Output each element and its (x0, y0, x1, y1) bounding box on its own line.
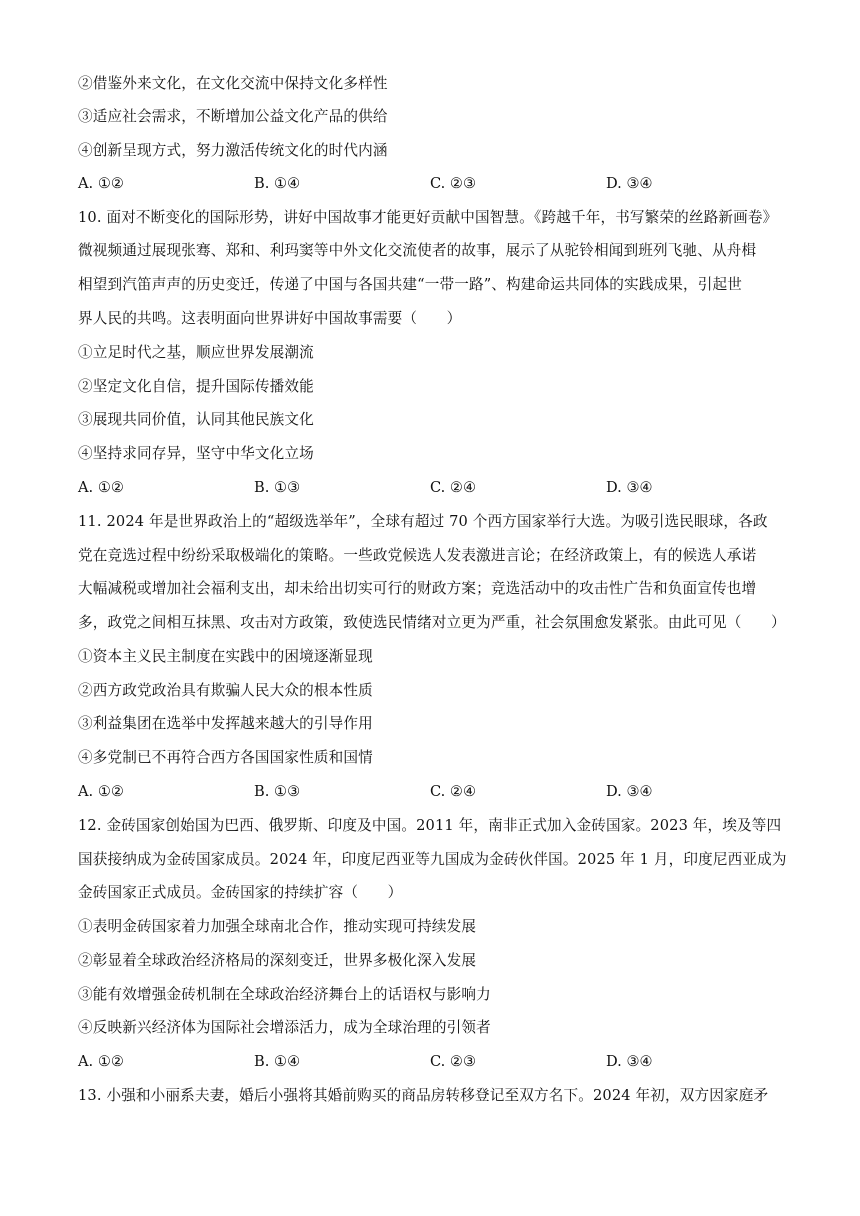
item-line: ③能有效增强金砖机制在全球政治经济舞台上的话语权与影响力 (78, 986, 491, 1003)
item-line: ④反映新兴经济体为国际社会增添活力，成为全球治理的引领者 (78, 1019, 491, 1036)
question-11-stem: 大幅减税或增加社会福利支出，却未给出切实可行的财政方案；竞选活动中的攻击性广告和负面宣传也增 (78, 580, 757, 597)
question-10-stem: 相望到汽笛声声的历史变迁，传递了中国与各国共建“一带一路”、构建命运共同体的实践成果，引起世 (78, 276, 742, 293)
option-b[interactable]: B. ①③ (254, 783, 301, 800)
option-d[interactable]: D. ③④ (606, 1053, 653, 1070)
item-line: ②借鉴外来文化，在文化交流中保持文化多样性 (78, 75, 388, 92)
item-line: ③利益集团在选举中发挥越来越大的引导作用 (78, 715, 373, 732)
question-11-stem: 11. 2024 年是世界政治上的“超级选举年”，全球有超过 70 个西方国家举行大选。为吸引选民眼球，各政 (78, 513, 768, 530)
option-a[interactable]: A. ①② (78, 479, 124, 496)
question-10-stem: 10. 面对不断变化的国际形势，讲好中国故事才能更好贡献中国智慧。《跨越千年，书写繁荣的丝路新画卷》 (78, 209, 778, 226)
option-a[interactable]: A. ①② (78, 175, 124, 192)
item-line: ②西方政党政治具有欺骗人民大众的根本性质 (78, 682, 373, 699)
option-d[interactable]: D. ③④ (606, 783, 653, 800)
option-b[interactable]: B. ①④ (254, 175, 301, 192)
item-line: ①表明金砖国家着力加强全球南北合作，推动实现可持续发展 (78, 918, 477, 935)
option-d[interactable]: D. ③④ (606, 175, 653, 192)
item-line: ④多党制已不再符合西方各国国家性质和国情 (78, 749, 373, 766)
item-line: ②彰显着全球政治经济格局的深刻变迁，世界多极化深入发展 (78, 952, 477, 969)
question-13-stem: 13. 小强和小丽系夫妻，婚后小强将其婚前购买的商品房转移登记至双方名下。2024 年初，双方因家庭矛 (78, 1087, 769, 1104)
item-line: ④创新呈现方式，努力激活传统文化的时代内涵 (78, 142, 388, 159)
question-12-stem: 12. 金砖国家创始国为巴西、俄罗斯、印度及中国。2011 年，南非正式加入金砖国家。2023 年，埃及等四 (78, 817, 782, 834)
option-d[interactable]: D. ③④ (606, 479, 653, 496)
item-line: ①立足时代之基，顺应世界发展潮流 (78, 344, 314, 361)
answer-options (78, 174, 788, 194)
option-c[interactable]: C. ②③ (430, 175, 477, 192)
option-c[interactable]: C. ②③ (430, 1053, 477, 1070)
item-line: ②坚定文化自信，提升国际传播效能 (78, 378, 314, 395)
option-c[interactable]: C. ②④ (430, 783, 477, 800)
option-b[interactable]: B. ①③ (254, 479, 301, 496)
answer-options (78, 478, 788, 498)
option-b[interactable]: B. ①④ (254, 1053, 301, 1070)
question-10-stem: 微视频通过展现张骞、郑和、利玛窦等中外文化交流使者的故事，展示了从驼铃相闻到班列飞驰、从舟楫 (78, 242, 757, 259)
option-a[interactable]: A. ①② (78, 783, 124, 800)
question-10-stem: 界人民的共鸣。这表明面向世界讲好中国故事需要（ ） (78, 310, 462, 327)
item-line: ③适应社会需求，不断增加公益文化产品的供给 (78, 108, 388, 125)
item-line: ①资本主义民主制度在实践中的困境逐渐显现 (78, 648, 373, 665)
question-12-stem: 国获接纳成为金砖国家成员。2024 年，印度尼西亚等九国成为金砖伙伴国。2025 年 1 月，印度尼西亚成为 (78, 851, 787, 868)
option-c[interactable]: C. ②④ (430, 479, 477, 496)
option-a[interactable]: A. ①② (78, 1053, 124, 1070)
item-line: ③展现共同价值，认同其他民族文化 (78, 411, 314, 428)
question-12-stem: 金砖国家正式成员。金砖国家的持续扩容（ ） (78, 884, 403, 901)
item-line: ④坚持求同存异，坚守中华文化立场 (78, 445, 314, 462)
answer-options (78, 1052, 788, 1072)
question-11-stem: 多，政党之间相互抹黑、攻击对方政策，致使选民情绪对立更为严重，社会氛围愈发紧张。由此可见（ ） (78, 614, 786, 631)
answer-options (78, 782, 788, 802)
question-11-stem: 党在竞选过程中纷纷采取极端化的策略。一些政党候选人发表激进言论；在经济政策上，有的候选人承诺 (78, 547, 757, 564)
